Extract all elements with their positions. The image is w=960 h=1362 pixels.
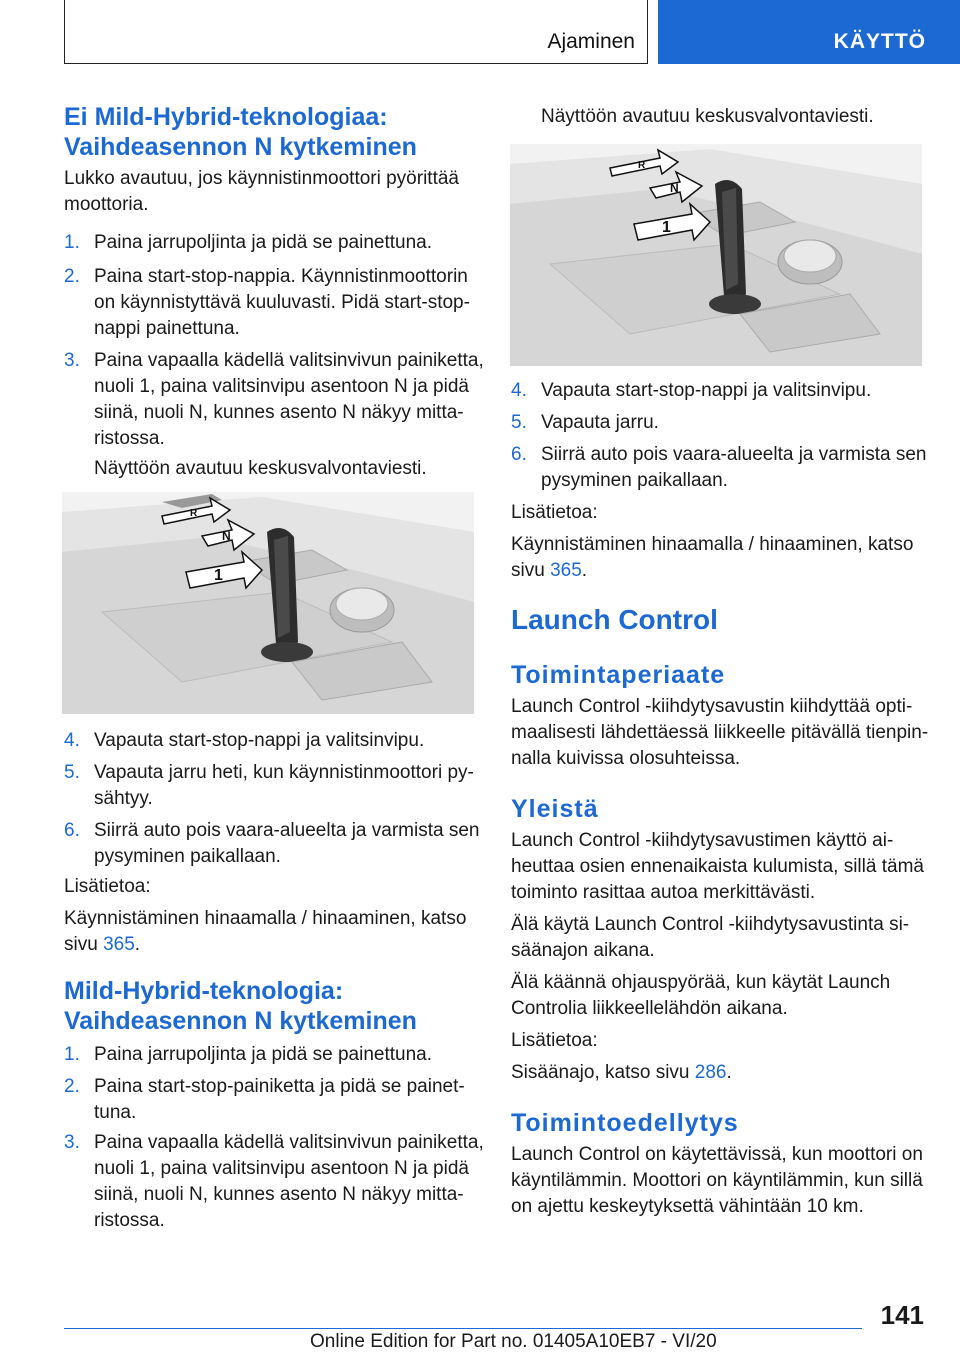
step-text: Siirrä auto pois vaara-alueelta ja varmista sen	[94, 820, 480, 841]
step-note: Näyttöön avautuu keskusvalvontaviesti.	[94, 458, 427, 479]
page-link-365[interactable]: 365	[550, 560, 582, 581]
step-text: siinä, nuoli N, kunnes asento N näkyy mitta-	[94, 1184, 464, 1205]
arrow-1-label: 1	[214, 567, 223, 584]
step-text: Paina jarrupoljinta ja pidä se painettuna.	[94, 232, 433, 253]
step-text: nuoli 1, paina valitsinvipu asentoon N ja pidä	[94, 376, 469, 397]
step-text: nuoli 1, paina valitsinvipu asentoon N ja pidä	[94, 1158, 469, 1179]
heading-hybrid-1: Mild-Hybrid-teknologia:	[64, 977, 344, 1005]
step-number: 2.	[64, 266, 80, 287]
info-ref: Sisäänajo, katso sivu 286.	[511, 1062, 732, 1083]
page-number: 141	[880, 1300, 924, 1330]
arrow-1-label: 1	[662, 219, 671, 236]
step-text: pysyminen paikallaan.	[541, 470, 728, 491]
general-line: toiminto rasittaa autoa merkittävästi.	[511, 882, 816, 903]
info-label: Lisätietoa:	[511, 1030, 598, 1051]
header-section-label: Ajaminen	[547, 30, 635, 53]
step-text: ristossa.	[94, 428, 165, 449]
page-link-286[interactable]: 286	[694, 1062, 727, 1083]
step-text: sähtyy.	[94, 788, 153, 809]
footer-edition: Online Edition for Part no. 01405A10EB7 - VI/20	[310, 1331, 717, 1352]
heading-principle: Toimintaperiaate	[511, 661, 726, 689]
arrow-r-label: R	[638, 160, 646, 171]
general-line: Älä käännä ohjauspyörää, kun käytät Launch	[511, 972, 891, 993]
info-label: Lisätietoa:	[511, 502, 598, 523]
arrow-n-label: N	[670, 181, 679, 195]
step-number: 3.	[64, 1132, 80, 1153]
footer-divider	[64, 1328, 862, 1329]
prerequisite-line: Launch Control on käytettävissä, kun moottori on	[511, 1144, 923, 1165]
info-ref: sivu 365.	[511, 560, 588, 581]
step-number: 6.	[511, 444, 527, 465]
general-line: Controlia liikkeellelähdön aikana.	[511, 998, 788, 1019]
principle-line: maalisesti lähdettäessä liikkeelle pitävällä tienpin-	[511, 722, 929, 743]
principle-line: nalla kuivissa olosuhteissa.	[511, 748, 741, 769]
gear-selector-figure	[62, 492, 474, 714]
step-number: 4.	[511, 380, 527, 401]
info-label: Lisätietoa:	[64, 876, 151, 897]
arrow-r-label: R	[190, 508, 198, 519]
principle-line: Launch Control -kiihdytysavustin kiihdyttää opti-	[511, 696, 913, 717]
step-text: Vapauta start-stop-nappi ja valitsinvipu.	[541, 380, 872, 401]
prerequisite-line: käyntilämmin. Moottori on käyntilämmin, kun sillä	[511, 1170, 923, 1191]
step-text: Vapauta jarru.	[541, 412, 659, 433]
page-link-365[interactable]: 365	[103, 934, 135, 955]
step-number: 1.	[64, 232, 80, 253]
info-ref: sivu 365.	[64, 934, 141, 955]
general-line: Launch Control -kiihdytysavustimen käyttö ai-	[511, 830, 894, 851]
heading-no-hybrid-2: Vaihdeasennon N kytkeminen	[64, 133, 417, 161]
heading-launch-control: Launch Control	[511, 604, 718, 635]
general-line: säänajon aikana.	[511, 940, 655, 961]
step-number: 5.	[64, 762, 80, 783]
step-text: ristossa.	[94, 1210, 165, 1231]
step-number: 5.	[511, 412, 527, 433]
step-number: 1.	[64, 1044, 80, 1065]
heading-prerequisite: Toimintoedellytys	[511, 1109, 739, 1137]
step-text: Paina start-stop-nappia. Käynnistinmoottorin	[94, 266, 468, 287]
step-text: pysyminen paikallaan.	[94, 846, 281, 867]
step-number: 2.	[64, 1076, 80, 1097]
step-text: Vapauta jarru heti, kun käynnistinmoottori py-	[94, 762, 474, 783]
gear-selector-figure-2	[509, 144, 923, 366]
step-text: Paina start-stop-painiketta ja pidä se painet-	[94, 1076, 465, 1097]
intro-line-2: moottoria.	[64, 194, 149, 215]
step-text: nappi painettuna.	[94, 318, 240, 339]
arrow-n-label: N	[222, 529, 231, 543]
step-text: tuna.	[94, 1102, 137, 1123]
step-text: Siirrä auto pois vaara-alueelta ja varmista sen	[541, 444, 927, 465]
info-text: Käynnistäminen hinaamalla / hinaaminen, katso	[64, 908, 467, 929]
general-line: heuttaa osien ennenaikaista kulumista, sillä tämä	[511, 856, 924, 877]
step-text: Paina vapaalla kädellä valitsinvivun painiketta,	[94, 1132, 484, 1153]
step-number: 6.	[64, 820, 80, 841]
header-chapter-label: KÄYTTÖ	[833, 30, 926, 53]
general-line: Älä käytä Launch Control -kiihdytysavustinta si-	[511, 914, 910, 935]
step-text: Vapauta start-stop-nappi ja valitsinvipu.	[94, 730, 425, 751]
prerequisite-line: on ajettu keskeytyksettä vähintään 10 km.	[511, 1196, 864, 1217]
heading-hybrid-2: Vaihdeasennon N kytkeminen	[64, 1007, 417, 1035]
step-text: Paina jarrupoljinta ja pidä se painettuna.	[94, 1044, 433, 1065]
heading-no-hybrid-1: Ei Mild-Hybrid-teknologiaa:	[64, 103, 388, 131]
step-note: Näyttöön avautuu keskusvalvontaviesti.	[541, 106, 874, 127]
header-chapter-tab[interactable]	[658, 0, 960, 64]
intro-line-1: Lukko avautuu, jos käynnistinmoottori pyörittää	[64, 168, 459, 189]
step-text: siinä, nuoli N, kunnes asento N näkyy mitta-	[94, 402, 464, 423]
step-text: on käynnistyttävä kuuluvasti. Pidä start-stop-	[94, 292, 470, 313]
info-text: Käynnistäminen hinaamalla / hinaaminen, katso	[511, 534, 914, 555]
header-section-box	[64, 0, 648, 64]
heading-general: Yleistä	[511, 795, 599, 823]
step-text: Paina vapaalla kädellä valitsinvivun painiketta,	[94, 350, 484, 371]
step-number: 3.	[64, 350, 80, 371]
step-number: 4.	[64, 730, 80, 751]
